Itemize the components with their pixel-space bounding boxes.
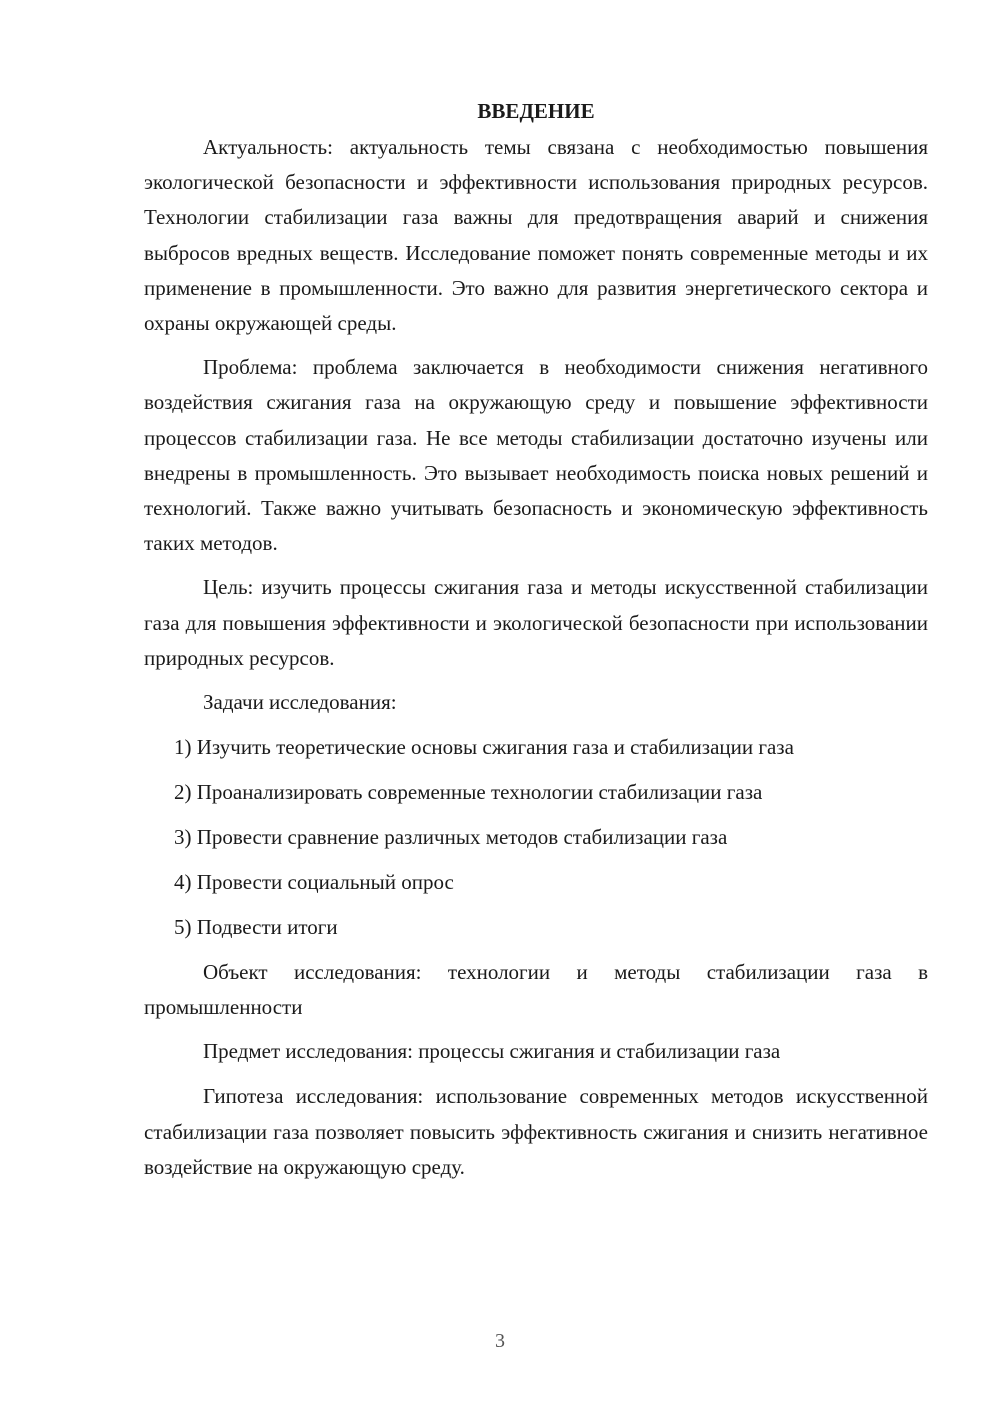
list-item: 3) Провести сравнение различных методов стабилизации газа (174, 825, 728, 850)
object-paragraph: Объект исследования: технологии и методы стабилизации газа в промышленности (144, 960, 928, 1020)
list-item: 5) Подвести итоги (174, 915, 338, 940)
goal-paragraph: Цель: изучить процессы сжигания газа и методы искусственной стабилизации газа для повышения эффективности и экологической безопасности при использовании природных ресурсов. (144, 575, 928, 670)
section-heading: ВВЕДЕНИЕ (477, 99, 595, 123)
hypothesis-paragraph: Гипотеза исследования: использование современных методов искусственной стабилизации газа позволяет повысить эффективность сжигания и снизить негативное воздействие на окружающую среду. (144, 1084, 928, 1179)
page-number: 3 (495, 1330, 505, 1352)
tasks-title: Задачи исследования: (203, 690, 397, 715)
list-item: 2) Проанализировать современные технологии стабилизации газа (174, 780, 763, 805)
list-item: 4) Провести социальный опрос (174, 870, 454, 895)
problem-paragraph: Проблема: проблема заключается в необходимости снижения негативного воздействия сжигания газа на окружающую среду и повышение эффективности процессов стабилизации газа. Не все методы стабилизации достаточно изучены или внедрены в промышленность. Это вызывает необходимость поиска новых решений и технологий. Также важно учитывать безопасность и экономическую эффективность таких методов. (144, 355, 928, 556)
tasks-list (144, 730, 928, 945)
list-item: 1) Изучить теоретические основы сжигания газа и стабилизации газа (174, 735, 794, 760)
document-page (144, 96, 928, 1194)
subject-paragraph: Предмет исследования: процессы сжигания и стабилизации газа (203, 1039, 781, 1064)
relevance-paragraph: Актуальность: актуальность темы связана с необходимостью повышения экологической безопасности и эффективности использования природных ресурсов. Технологии стабилизации газа важны для предотвращения аварий и снижения выбросов вредных веществ. Исследование поможет понять современные методы и их применение в промышленности. Это важно для развития энергетического сектора и охраны окружающей среды. (144, 135, 928, 336)
